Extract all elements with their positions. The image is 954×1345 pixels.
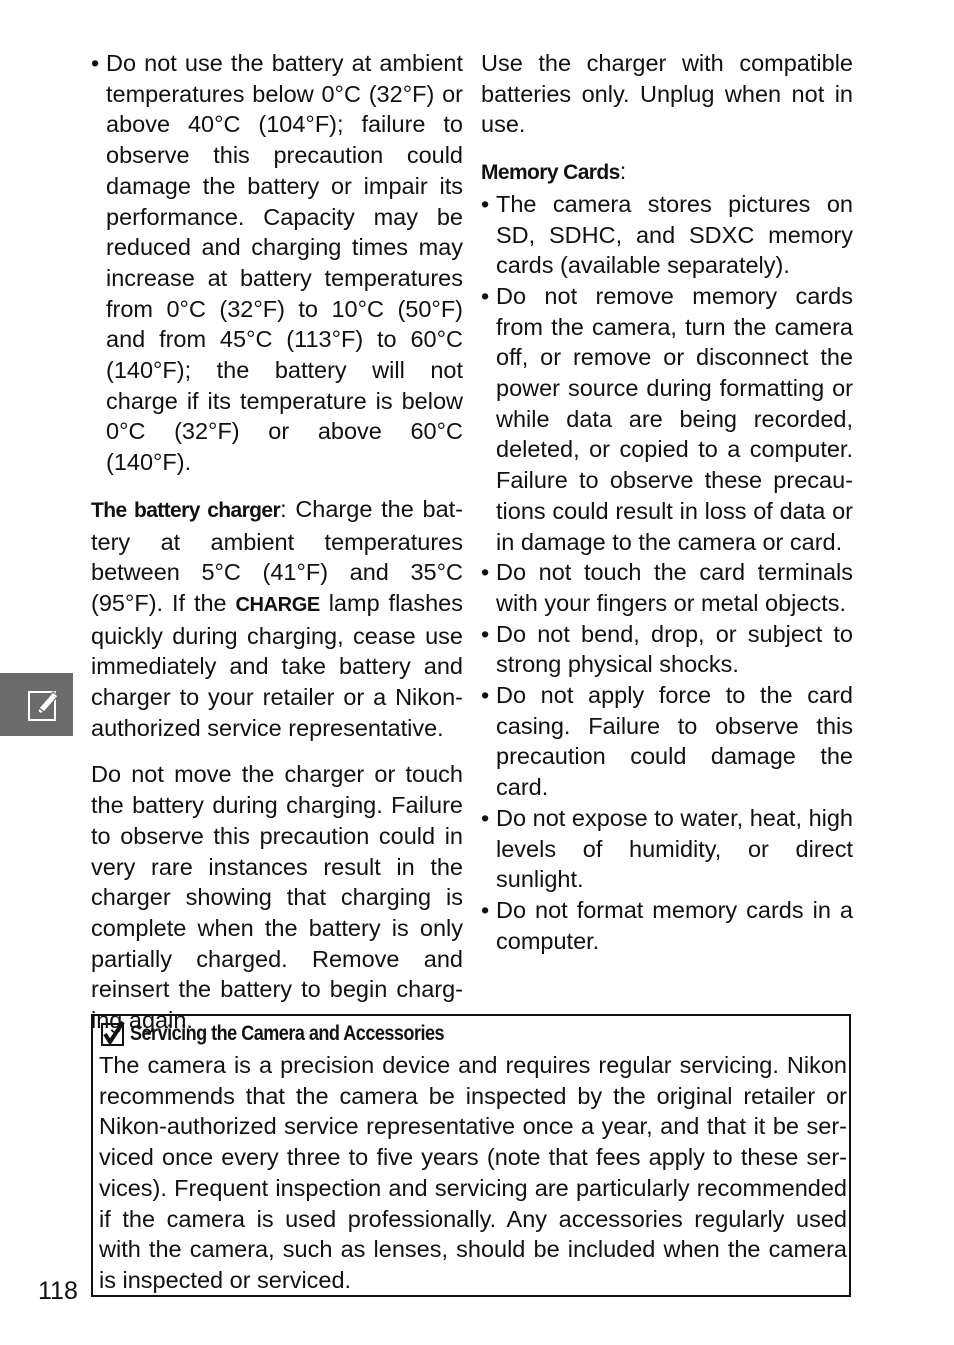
memory-cards-heading: Memory Cards	[481, 161, 620, 185]
left-column	[91, 48, 463, 1036]
list-item: • Do not apply force to the card casing. Failure to observe this precaution could damage the card.	[481, 680, 853, 803]
list-item: • Do not use the battery at ambient temperatures below 0°C (32°F) or above 40°C (104°F); failure to observe this precaution could damage the battery or impair its performance. Capacity may be reduced and charging times may increase at battery temperatures from 0°C (32°F) to 10°C (50°F) and from 45°C (113°F) to 60°C (140°F); the battery will not charge if its temperature is below 0°C (32°F) or above 60°C (140°F).	[91, 48, 463, 478]
check-icon	[101, 1021, 125, 1047]
battery-bullet-list	[91, 48, 463, 478]
charger-continued-paragraph: Use the charger with compatible batteries only. Unplug when not in use.	[481, 50, 853, 138]
memory-cards-heading-line	[481, 156, 853, 189]
note-title-row	[101, 1020, 495, 1048]
charge-lamp-label: CHARGE	[235, 593, 320, 616]
list-item: • Do not bend, drop, or subject to strong physical shocks.	[481, 619, 853, 680]
list-item: • The camera stores pictures on SD, SDHC, and SDXC memory cards (available separately).	[481, 189, 853, 281]
list-item: • Do not expose to water, heat, high levels of humidity, or direct sunlight.	[481, 803, 853, 895]
charger-text-2: lamp flashes quickly during charging, cease use immediately and take battery and charger to your retailer or a Nikon-authorized service representative.	[91, 589, 463, 741]
right-column	[481, 48, 853, 956]
list-item: • Do not touch the card terminals with your fingers or metal objects.	[481, 557, 853, 618]
memory-cards-colon: :	[619, 158, 627, 185]
note-body: The camera is a precision device and requires regular servicing. Nikon recommends that the camera be inspected by the original retailer or Nikon-authorized service representative once a year, and that it be serviced once every three to five years (note that fees apply to these services). Frequent inspection and servicing are particularly recommended if the camera is used professionally. Any accessories regularly used with the camera, such as lenses, should be included when the camera is inspected or serviced.	[99, 1052, 847, 1293]
list-item: • Do not format memory cards in a computer.	[481, 895, 853, 956]
pencil-icon	[27, 688, 61, 722]
memory-bullet-list	[481, 189, 853, 957]
list-item: • Do not remove memory cards from the camera, turn the camera off, or remove or disconnect the power source during formatting or while data are being recorded, deleted, or copied to a computer. Failure to observe these precautions could result in loss of data or in damage to the camera or card.	[481, 281, 853, 557]
page-number: 118	[38, 1277, 78, 1305]
charger-text-1: : Charge the battery at ambient temperatures between 5°C (41°F) and 35°C (95°F). If the	[91, 495, 463, 616]
note-title: Servicing the Camera and Accessories	[130, 1022, 445, 1045]
charger-heading: The battery charger	[91, 498, 281, 522]
servicing-note-box	[91, 1014, 851, 1297]
battery-charger-paragraph	[91, 494, 463, 744]
move-charger-paragraph: Do not move the charger or touch the battery during charging. Failure to observe this precaution could in very rare instances result in the charger showing that charging is complete when the battery is only partially charged. Remove and reinsert the battery to begin charging again.	[91, 761, 463, 1034]
section-tab	[0, 673, 73, 736]
